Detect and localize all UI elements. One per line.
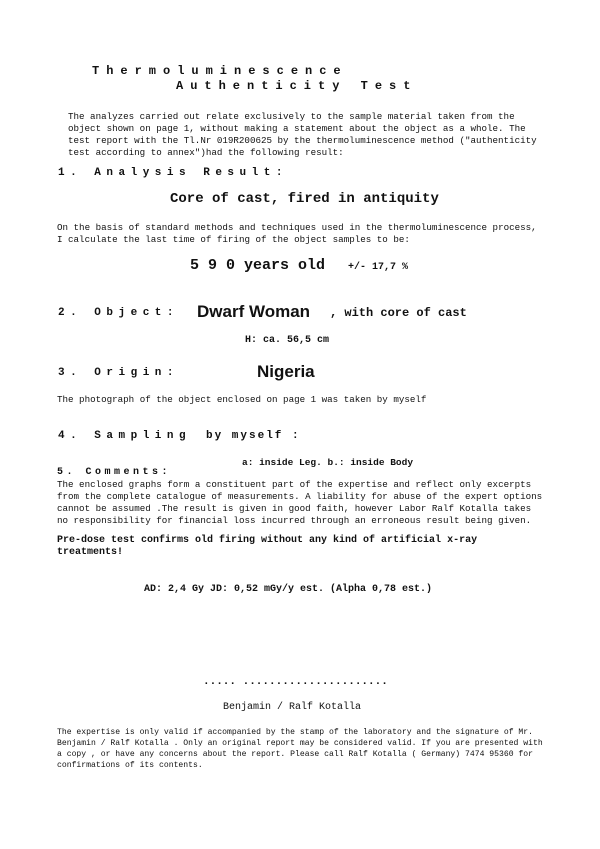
object-name: Dwarf Woman bbox=[197, 302, 311, 321]
section-1-heading: 1. Analysis Result: bbox=[58, 167, 288, 179]
sampling-by: by myself : bbox=[206, 430, 301, 442]
title-line-1: Thermoluminescence bbox=[92, 64, 348, 78]
signature-name: Benjamin / Ralf Kotalla bbox=[223, 702, 362, 713]
basis-paragraph: On the basis of standard methods and techniques used in the thermoluminescence process, I calculate the last time of firing of the object samples to be: bbox=[57, 222, 537, 245]
dose-values: AD: 2,4 Gy JD: 0,52 mGy/y est. (Alpha 0,78 est.) bbox=[144, 584, 433, 595]
analysis-result: Core of cast, fired in antiquity bbox=[170, 191, 439, 207]
section-5-heading: 5. Comments: bbox=[57, 467, 172, 478]
signature-line: ..... ...................... bbox=[203, 676, 388, 688]
origin-value: Nigeria bbox=[257, 362, 315, 381]
photo-note: The photograph of the object enclosed on page 1 was taken by myself bbox=[57, 394, 427, 405]
object-suffix: , with core of cast bbox=[330, 306, 467, 320]
comments-paragraph: The enclosed graphs form a constituent part of the expertise and reflect only excerpts from the complete catalogue of measurements. A liability for abuse of the expert options cannot be assumed .The result is given in good faith, however Labor Ralf Kotalla takes no responsibility for financial loss incurred through an erroneous result being given. bbox=[57, 479, 543, 526]
predose-note: Pre-dose test confirms old firing without any kind of artificial x-ray treatments! bbox=[57, 535, 478, 558]
age-value: 5 9 0 years old bbox=[190, 257, 326, 274]
object-height: H: ca. 56,5 cm bbox=[245, 335, 330, 346]
sampling-locations: a: inside Leg. b.: inside Body bbox=[242, 457, 414, 468]
section-2-heading: 2. Object: bbox=[58, 307, 180, 319]
section-4-heading: 4. Sampling bbox=[58, 430, 192, 442]
intro-paragraph: The analyzes carried out relate exclusively to the sample material taken from the object shown on page 1, without making a statement about the object as a whole. The test report with the Tl.Nr 019R200625 by the thermoluminescence method ("authenticity test according to annex")had the following result: bbox=[68, 111, 537, 158]
footer-disclaimer: The expertise is only valid if accompanied by the stamp of the laboratory and the signature of Mr. Benjamin / Ralf Kotalla . Only an original report may be considered valid. If you are presented with a copy , or have any concerns about the report. Please call Ralf Kotalla ( Germany) 7474 95360 for confirmations of its contents. bbox=[57, 728, 543, 770]
title-line-2: Authenticity Test bbox=[176, 79, 418, 93]
age-tolerance: +/- 17,7 % bbox=[348, 262, 409, 273]
section-3-heading: 3. Origin: bbox=[58, 367, 180, 379]
